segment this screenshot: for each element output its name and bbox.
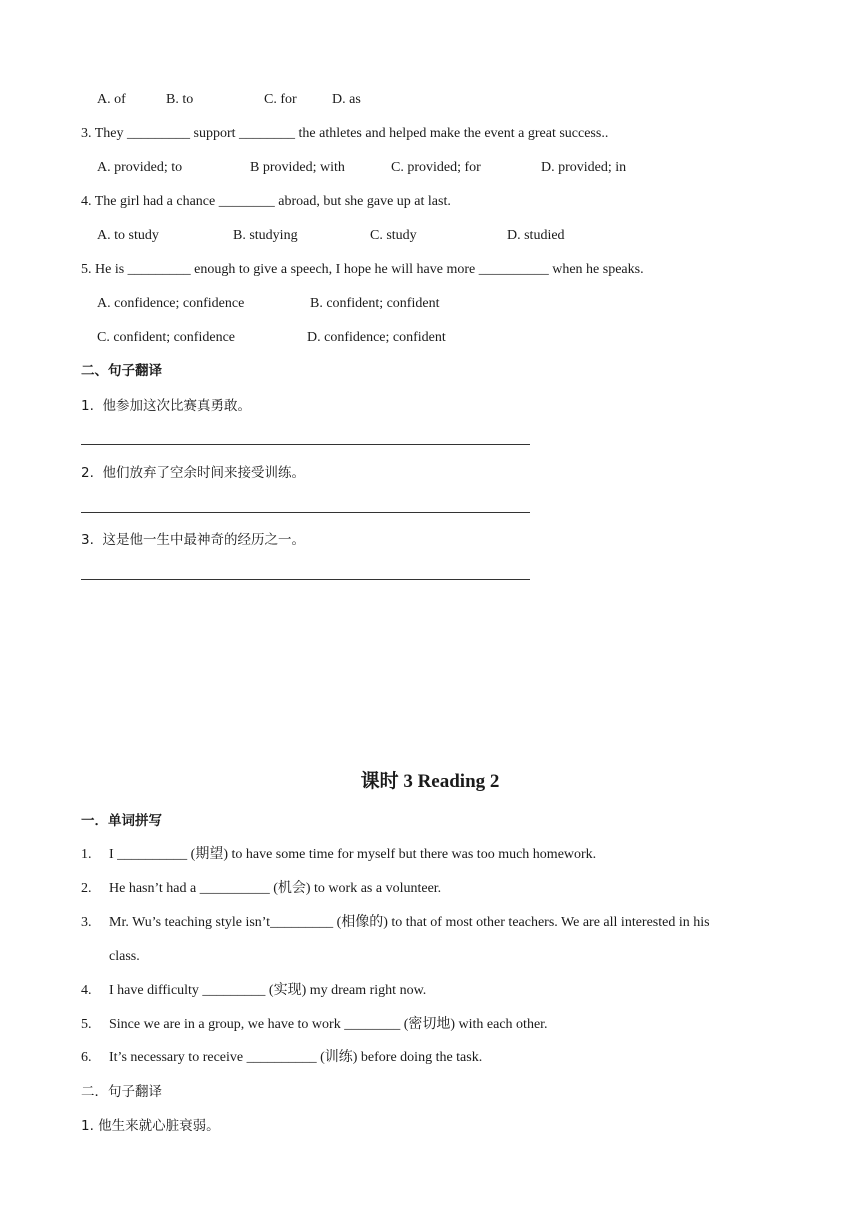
translation-item-3-text: 这是他一生中最神奇的经历之一。 xyxy=(102,532,305,548)
spelling-item-2-text: He hasn’t had a __________ (机会) to work as a volunteer. xyxy=(109,881,442,896)
q3-option-c: C. provided; for xyxy=(391,160,481,175)
q4-option-c: C. study xyxy=(370,228,417,243)
answer-line-2[interactable] xyxy=(81,512,530,513)
section-heading-translation-2: 二．句子翻译 xyxy=(81,1084,162,1100)
q5-stem: 5. He is _________ enough to give a speech, I hope he will have more __________ when he speaks. xyxy=(81,262,644,277)
q5-option-b: B. confident; confident xyxy=(310,296,440,311)
translation-item-1 xyxy=(81,397,251,415)
q2-option-b: B. to xyxy=(166,92,194,107)
q3-option-a: A. provided; to xyxy=(97,160,183,175)
spelling-item-3-num: 3. xyxy=(81,915,92,930)
spelling-item-1-text: I __________ (期望) to have some time for myself but there was too much homework. xyxy=(109,847,597,862)
q4-option-b: B. studying xyxy=(233,228,298,243)
translation-item-3 xyxy=(81,531,305,549)
translation-item-2-num: 2. xyxy=(81,465,94,481)
translation-item-3-num: 3. xyxy=(81,532,94,548)
translation-item-1-num: 1. xyxy=(81,398,94,414)
translation2-item-1: 1. 他生来就心脏衰弱。 xyxy=(81,1118,220,1134)
q5-option-c: C. confident; confidence xyxy=(97,330,236,345)
q2-option-d: D. as xyxy=(332,92,361,107)
q5-option-a: A. confidence; confidence xyxy=(97,296,245,311)
spelling-item-4-text: I have difficulty _________ (实现) my dream right now. xyxy=(109,983,427,998)
q3-stem: 3. They _________ support ________ the athletes and helped make the event a great success.. xyxy=(81,126,609,141)
q4-stem: 4. The girl had a chance ________ abroad, but she gave up at last. xyxy=(81,194,451,209)
spelling-item-3-text: Mr. Wu’s teaching style isn’t_________ (相像的) to that of most other teachers. We are all interested in his xyxy=(109,915,710,930)
spelling-item-3-cont: class. xyxy=(109,949,140,964)
q2-option-c: C. for xyxy=(264,92,297,107)
spelling-item-6-text: It’s necessary to receive __________ (训练) before doing the task. xyxy=(109,1050,483,1065)
translation-item-2-text: 他们放弃了空余时间来接受训练。 xyxy=(102,465,305,481)
q2-option-a: A. of xyxy=(97,92,126,107)
q4-option-d: D. studied xyxy=(507,228,565,243)
spelling-item-4-num: 4. xyxy=(81,983,92,998)
section-heading-translation: 二、句子翻译 xyxy=(81,363,162,379)
q3-option-d: D. provided; in xyxy=(541,160,627,175)
lesson-title: 课时 3 Reading 2 xyxy=(360,771,500,792)
answer-line-3[interactable] xyxy=(81,579,530,580)
spelling-item-5-num: 5. xyxy=(81,1017,92,1032)
translation-item-1-text: 他参加这次比赛真勇敢。 xyxy=(102,398,251,414)
q5-option-d: D. confidence; confident xyxy=(307,330,446,345)
translation-item-2 xyxy=(81,464,305,482)
q4-option-a: A. to study xyxy=(97,228,159,243)
spelling-item-1-num: 1. xyxy=(81,847,92,862)
spelling-item-6-num: 6. xyxy=(81,1050,92,1065)
spelling-item-2-num: 2. xyxy=(81,881,92,896)
answer-line-1[interactable] xyxy=(81,444,530,445)
q3-option-b: B provided; with xyxy=(250,160,345,175)
spelling-item-5-text: Since we are in a group, we have to work ________ (密切地) with each other. xyxy=(109,1017,548,1032)
section-heading-spelling: 一．单词拼写 xyxy=(81,813,162,829)
